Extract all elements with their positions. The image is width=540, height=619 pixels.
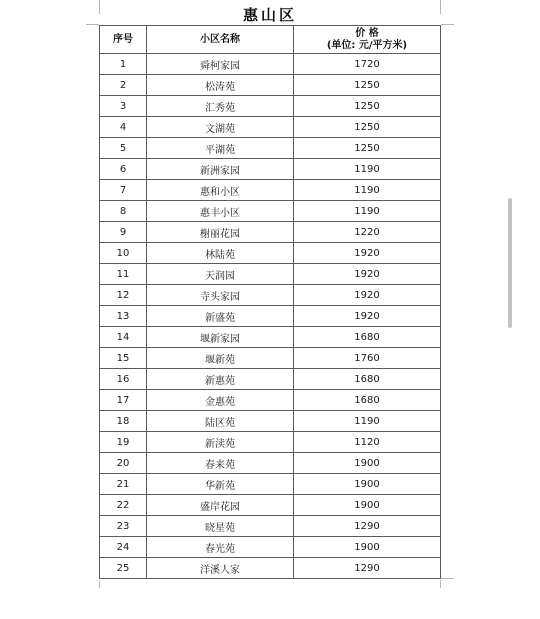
cell-price: 1190 bbox=[294, 201, 441, 222]
crop-mark-bottom-right-vertical bbox=[440, 580, 441, 588]
cell-community-name: 华新苑 bbox=[147, 474, 294, 495]
cell-index: 2 bbox=[100, 75, 147, 96]
cell-price: 1250 bbox=[294, 96, 441, 117]
column-header-name: 小区名称 bbox=[147, 26, 294, 54]
table-row bbox=[100, 369, 441, 390]
cell-price: 1680 bbox=[294, 369, 441, 390]
table-row bbox=[100, 243, 441, 264]
cell-community-name: 春光苑 bbox=[147, 537, 294, 558]
cell-price: 1680 bbox=[294, 327, 441, 348]
cell-community-name: 新惠苑 bbox=[147, 369, 294, 390]
table-row bbox=[100, 159, 441, 180]
table-row bbox=[100, 348, 441, 369]
cell-price: 1920 bbox=[294, 306, 441, 327]
column-header-price-unit: (单位: 元/平方米) bbox=[326, 39, 408, 51]
cell-index: 10 bbox=[100, 243, 147, 264]
page-title: 惠山区 bbox=[242, 6, 297, 24]
cell-community-name: 新洲家园 bbox=[147, 159, 294, 180]
cell-index: 4 bbox=[100, 117, 147, 138]
cell-index: 12 bbox=[100, 285, 147, 306]
cell-price: 1220 bbox=[294, 222, 441, 243]
table-row bbox=[100, 75, 441, 96]
cell-community-name: 堰新家园 bbox=[147, 327, 294, 348]
cell-index: 20 bbox=[100, 453, 147, 474]
cell-community-name: 金惠苑 bbox=[147, 390, 294, 411]
column-header-index: 序号 bbox=[100, 26, 147, 54]
price-table bbox=[99, 25, 441, 579]
cell-index: 25 bbox=[100, 558, 147, 579]
table-row bbox=[100, 432, 441, 453]
table-row bbox=[100, 306, 441, 327]
cell-index: 9 bbox=[100, 222, 147, 243]
table-row bbox=[100, 138, 441, 159]
cell-index: 16 bbox=[100, 369, 147, 390]
cell-index: 21 bbox=[100, 474, 147, 495]
cell-price: 1290 bbox=[294, 558, 441, 579]
column-header-price bbox=[294, 26, 441, 54]
cell-community-name: 舜柯家园 bbox=[147, 54, 294, 75]
cell-index: 13 bbox=[100, 306, 147, 327]
cell-price: 1250 bbox=[294, 117, 441, 138]
cell-community-name: 文湖苑 bbox=[147, 117, 294, 138]
table-row bbox=[100, 54, 441, 75]
cell-index: 17 bbox=[100, 390, 147, 411]
cell-price: 1900 bbox=[294, 495, 441, 516]
cell-community-name: 林陆苑 bbox=[147, 243, 294, 264]
cell-community-name: 寺头家园 bbox=[147, 285, 294, 306]
table-row bbox=[100, 327, 441, 348]
cell-community-name: 晓星苑 bbox=[147, 516, 294, 537]
cell-price: 1290 bbox=[294, 516, 441, 537]
cell-index: 23 bbox=[100, 516, 147, 537]
table-row bbox=[100, 264, 441, 285]
cell-index: 7 bbox=[100, 180, 147, 201]
cell-index: 24 bbox=[100, 537, 147, 558]
cell-community-name: 春来苑 bbox=[147, 453, 294, 474]
cell-community-name: 堰新苑 bbox=[147, 348, 294, 369]
cell-index: 6 bbox=[100, 159, 147, 180]
table-row bbox=[100, 201, 441, 222]
cell-index: 3 bbox=[100, 96, 147, 117]
cell-price: 1920 bbox=[294, 285, 441, 306]
crop-mark-bottom-left-vertical bbox=[99, 580, 100, 588]
table-row bbox=[100, 474, 441, 495]
table-row bbox=[100, 558, 441, 579]
cell-index: 11 bbox=[100, 264, 147, 285]
cell-community-name: 洋溪人家 bbox=[147, 558, 294, 579]
table-body bbox=[100, 54, 441, 579]
cell-price: 1120 bbox=[294, 432, 441, 453]
cell-community-name: 平湖苑 bbox=[147, 138, 294, 159]
cell-community-name: 惠丰小区 bbox=[147, 201, 294, 222]
table-row bbox=[100, 453, 441, 474]
table-row bbox=[100, 285, 441, 306]
table-row bbox=[100, 516, 441, 537]
table-row bbox=[100, 222, 441, 243]
cell-index: 1 bbox=[100, 54, 147, 75]
cell-index: 5 bbox=[100, 138, 147, 159]
cell-community-name: 陆区苑 bbox=[147, 411, 294, 432]
cell-community-name: 新盛苑 bbox=[147, 306, 294, 327]
cell-community-name: 新渎苑 bbox=[147, 432, 294, 453]
crop-mark-bottom-right-horizontal bbox=[441, 578, 454, 579]
cell-price: 1720 bbox=[294, 54, 441, 75]
cell-community-name: 榭丽花园 bbox=[147, 222, 294, 243]
cell-price: 1190 bbox=[294, 180, 441, 201]
cell-index: 14 bbox=[100, 327, 147, 348]
cell-index: 19 bbox=[100, 432, 147, 453]
cell-index: 18 bbox=[100, 411, 147, 432]
table-row bbox=[100, 537, 441, 558]
table-row bbox=[100, 180, 441, 201]
cell-price: 1680 bbox=[294, 390, 441, 411]
cell-price: 1900 bbox=[294, 474, 441, 495]
cell-index: 15 bbox=[100, 348, 147, 369]
cell-price: 1920 bbox=[294, 243, 441, 264]
cell-index: 8 bbox=[100, 201, 147, 222]
cell-price: 1190 bbox=[294, 411, 441, 432]
cell-price: 1920 bbox=[294, 264, 441, 285]
table-row bbox=[100, 495, 441, 516]
table-header-row bbox=[100, 26, 441, 54]
cell-community-name: 天润园 bbox=[147, 264, 294, 285]
cell-community-name: 汇秀苑 bbox=[147, 96, 294, 117]
cell-price: 1190 bbox=[294, 159, 441, 180]
cell-price: 1900 bbox=[294, 453, 441, 474]
cell-community-name: 盛岸花园 bbox=[147, 495, 294, 516]
table-row bbox=[100, 390, 441, 411]
table-row bbox=[100, 411, 441, 432]
cell-price: 1250 bbox=[294, 75, 441, 96]
cell-community-name: 松涛苑 bbox=[147, 75, 294, 96]
cell-price: 1900 bbox=[294, 537, 441, 558]
cell-price: 1250 bbox=[294, 138, 441, 159]
vertical-scrollbar[interactable] bbox=[508, 198, 512, 328]
column-header-price-label: 价 格 bbox=[355, 27, 379, 39]
cell-price: 1760 bbox=[294, 348, 441, 369]
cell-index: 22 bbox=[100, 495, 147, 516]
table-row bbox=[100, 96, 441, 117]
cell-community-name: 惠和小区 bbox=[147, 180, 294, 201]
table-row bbox=[100, 117, 441, 138]
